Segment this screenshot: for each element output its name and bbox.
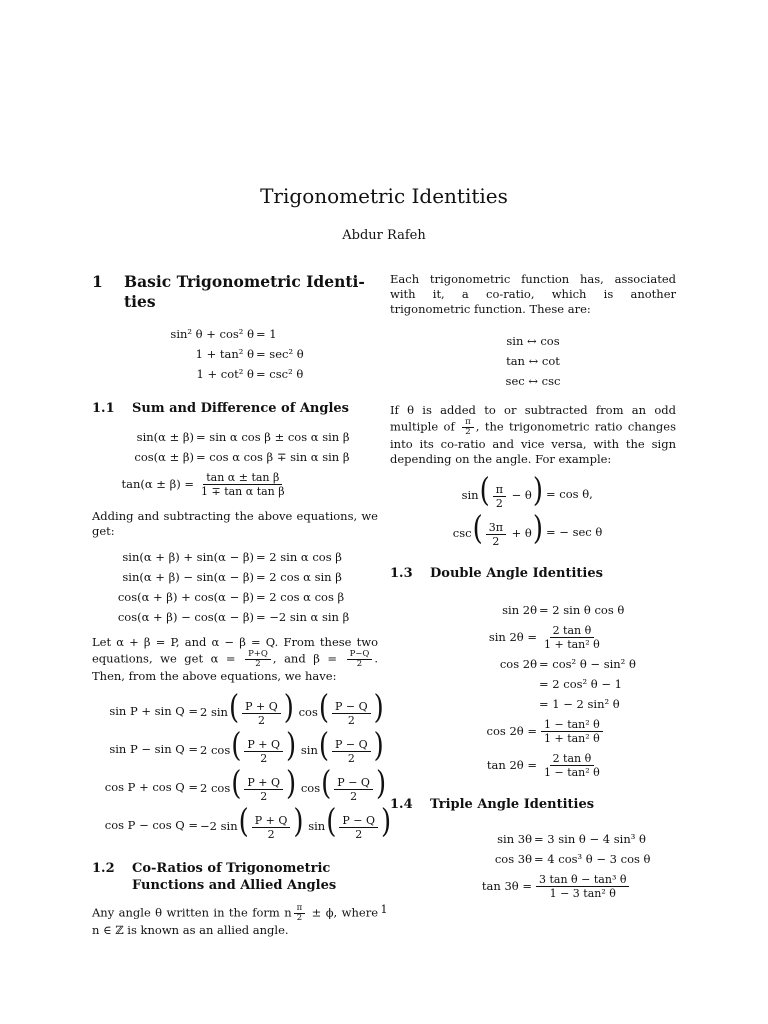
paragraph: Let α + β = P, and α − β = Q. From these two equations, we get α = $\frac{P+Q}{2}$ , and β = $\frac{P-Q}{2}$ . Then, from the above equations, we have: — [92, 635, 379, 683]
equation: 1 + tan² θ = sec² θ — [195, 346, 304, 361]
equation: csc( $\frac{3\pi}{2}$ + θ) = − sec θ — [452, 510, 603, 548]
fraction: $\frac{\text{tan α ± tan β}}{\text{1 ∓ tan α tan β}}$ — [201, 470, 285, 498]
left-column — [92, 272, 392, 938]
equation: 1 + cot² θ = csc² θ — [196, 366, 304, 381]
equation: sin P − sin Q = 2 cos( $\frac{P + Q}{2}$ ) sin( $\frac{P - Q}{2}$ ) — [109, 727, 384, 765]
sum-product-identities — [92, 547, 378, 627]
section-title: Basic Trigonometric Identi- ties — [124, 272, 365, 311]
pythagorean-identities — [92, 324, 378, 384]
coratio-list — [390, 331, 676, 391]
equation: tan 2θ = $\frac{\text{2 tan θ}}{\text{1 − tan² θ}}$ — [486, 751, 600, 779]
equation: tan(α ± β) = $\frac{\text{tan α ± tan β}}{\text{1 ∓ tan α tan β}}$ — [92, 467, 378, 501]
paragraph: If θ is added to or subtracted from an odd multiple of $\frac{\pi}{2}$ , the trigonometric ratio changes into its co-ratio and vice versa, with the sign depending on the angle. For example: — [390, 403, 676, 466]
page-number: 1 — [380, 903, 388, 916]
section-1-3-heading: 1.3 Double Angle Identities — [390, 566, 603, 581]
triple-angle-identities — [390, 829, 676, 903]
paragraph: Adding and subtracting the above equations, we get: — [92, 509, 378, 538]
equation: tan 3θ = $\frac{\text{3 tan θ − tan³ θ}}{\text{1 − 3 tan² θ}}$ — [390, 869, 676, 903]
equation: sin 2θ = $\frac{\text{2 tan θ}}{\text{1 + tan² θ}}$ — [488, 623, 600, 651]
equation: = 1 − 2 sin² θ — [539, 696, 620, 711]
equation: = 2 cos² θ − 1 — [539, 676, 622, 691]
sum-difference-identities — [92, 427, 378, 501]
author: Abdur Rafeh — [342, 228, 426, 243]
equation: cos(α + β) + cos(α − β) = 2 cos α cos β — [117, 589, 345, 604]
equation: sin(α + β) − sin(α − β) = 2 cos α sin β — [122, 569, 342, 584]
right-column — [390, 272, 676, 911]
section-1-1-heading: 1.1 Sum and Difference of Angles — [92, 401, 349, 416]
equation: sin 2θ = 2 sin θ cos θ — [502, 602, 625, 617]
allied-angle-examples — [390, 472, 676, 551]
equation: sin(α ± β) = sin α cos β ± cos α sin β — [136, 429, 350, 444]
equation: cos 3θ = 4 cos³ θ − 3 cos θ — [494, 851, 651, 866]
section-1-2-heading: 1.2 Co-Ratios of Trigonometric Functions and Allied Angles — [92, 861, 337, 893]
equation: sin² θ + cos² θ = 1 — [170, 326, 277, 341]
section-1-4-heading: 1.4 Triple Angle Identities — [390, 797, 595, 812]
equation: cos P − cos Q = −2 sin( $\frac{P + Q}{2}$ ) sin( $\frac{P - Q}{2}$ ) — [104, 803, 392, 841]
equation: sin ↔ cos — [506, 333, 560, 348]
equation: cos(α + β) − cos(α − β) = −2 sin α sin β — [117, 609, 350, 624]
equation: cos 2θ = cos² θ − sin² θ — [499, 656, 636, 671]
product-formulas — [92, 689, 392, 844]
section-1-heading — [92, 272, 378, 312]
double-angle-identities — [390, 600, 676, 782]
equation: cos P + cos Q = 2 cos( $\frac{P + Q}{2}$ ) cos( $\frac{P - Q}{2}$ ) — [104, 765, 387, 803]
equation: sin( $\frac{\pi}{2}$ − θ) = cos θ, — [461, 472, 593, 510]
equation: sec ↔ csc — [505, 373, 561, 388]
paragraph: Any angle θ written in the form n $\frac{\pi}{2}$ ± ϕ, where n ∈ ℤ is known as an allied angle. — [92, 903, 378, 937]
equation: sin 3θ = 3 sin θ − 4 sin³ θ — [497, 831, 646, 846]
page-title: Trigonometric Identities — [260, 184, 508, 208]
equation: sin P + sin Q = 2 sin( $\frac{P + Q}{2}$ ) cos( $\frac{P - Q}{2}$ ) — [109, 689, 384, 727]
equation: sin(α + β) + sin(α − β) = 2 sin α cos β — [122, 549, 342, 564]
equation: tan ↔ cot — [506, 353, 560, 368]
equation: cos(α ± β) = cos α cos β ∓ sin α sin β — [134, 449, 350, 464]
section-number: 1 — [92, 272, 103, 291]
equation: cos 2θ = $\frac{\text{1 − tan² θ}}{\text{1 + tan² θ}}$ — [390, 714, 676, 748]
paragraph: Each trigonometric function has, associated with it, a co-ratio, which is another trigonometric function. These are: — [390, 272, 676, 316]
